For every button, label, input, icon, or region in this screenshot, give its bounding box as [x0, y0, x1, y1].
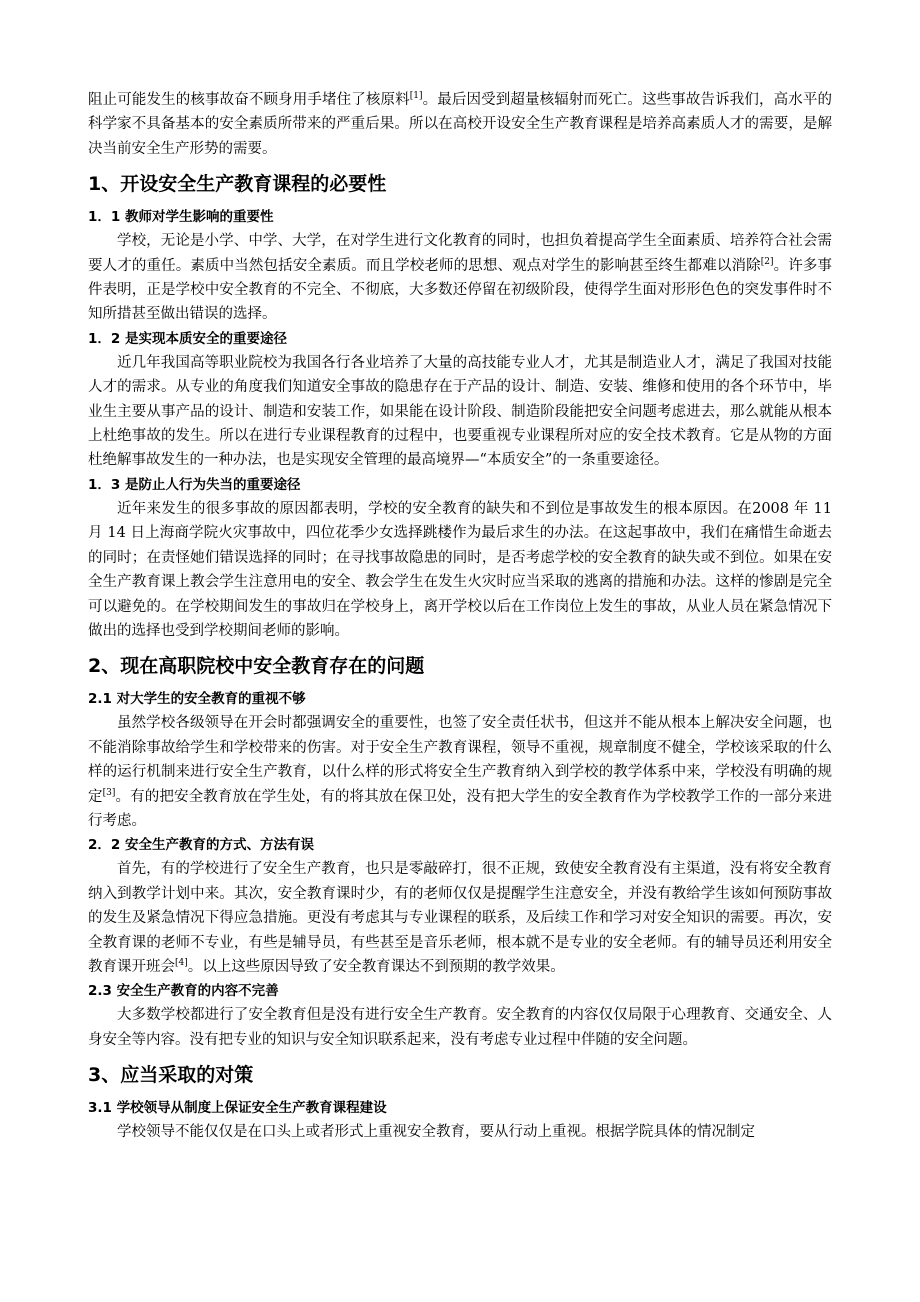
paragraph-text-cont: 。许多事件表明，正是学校中安全教育的不完全、不彻底，大多数还停留在初级阶段，使得学生面对形形色色的突发事件时不知所措甚至做出错误的选择。 — [88, 257, 832, 323]
body-paragraph — [88, 1003, 832, 1052]
subsection-heading: 1．2 是实现本质安全的重要途径 — [88, 330, 287, 347]
intro-text-cont: 。最后因受到超量核辐射而死亡。这些事故告诉我们，高水平的科学家不具备基本的安全素质所带来的严重后果。所以在高校开设安全生产教育课程是培养高素质人才的需要，是解决当前安全生产形势的需要。 — [88, 92, 832, 157]
paragraph-text: 近年来发生的很多事故的原因都表明，学校的安全教育的缺失和不到位是事故发生的根本原因。在2008 年 11 月 14 日上海商学院火灾事故中，四位花季少女选择跳楼作为最后求生的办法。在这起事故中，我们在痛惜生命逝去的同时；在责怪她们错误选择的同时；在寻找事故隐患的同时，是否考虑学校的安全教育的缺失或不到位。如果在安全生产教育课上教会学生注意用电的安全、教会学生在发生火灾时应当采取的逃离的措施和办法。这样的惨剧是完全可以避免的。在学校期间发生的事故归在学校身上，离开学校以后在工作岗位上发生的事故，从业人员在紧急情况下做出的选择也受到学校期间老师的影响。 — [88, 500, 832, 639]
citation-ref: [2] — [760, 256, 774, 267]
body-paragraph — [88, 351, 832, 473]
paragraph-text: 虽然学校各级领导在开会时都强调安全的重要性，也签了安全责任状书，但这并不能从根本上解决安全问题，也不能消除事故给学生和学校带来的伤害。对于安全生产教育课程，领导不重视，规章制度不健全，学校该采取的什么样的运行机制来进行安全生产教育，以什么样的形式将安全生产教育纳入到学校的教学体系中来，学校没有明确的规定 — [88, 715, 832, 805]
subsection-heading: 1．3 是防止人行为失当的重要途径 — [88, 476, 301, 493]
citation-ref: [1] — [409, 91, 423, 102]
citation-ref: [3] — [102, 787, 116, 798]
subsection-heading: 2.1 对大学生的安全教育的重视不够 — [88, 691, 306, 708]
intro-paragraph — [88, 88, 832, 161]
paragraph-text: 学校领导不能仅仅是在口头上或者形式上重视安全教育，要从行动上重视。根据学院具体的情况制定 — [117, 1124, 755, 1141]
subsection-heading: 2．2 安全生产教育的方式、方法有误 — [88, 837, 314, 854]
paragraph-text: 近几年我国高等职业院校为我国各行各业培养了大量的高技能专业人才，尤其是制造业人才，满足了我国对技能人才的需求。从专业的角度我们知道安全事故的隐患存在于产品的设计、制造、安装、维修和使用的各个环节中，毕业生主要从事产品的设计、制造和安装工作，如果能在设计阶段、制造阶段能把安全问题考虑进去，那么就能从根本上杜绝事故的发生。所以在进行专业课程教育的过程中，也要重视专业课程所对应的安全技术教育。它是从物的方面杜绝解事故发生的一种办法，也是实现安全管理的最高境界—“本质安全”的一条重要途径。 — [88, 354, 832, 469]
section-heading: 3、应当采取的对策 — [88, 1064, 254, 1087]
body-paragraph — [88, 857, 832, 979]
paragraph-text: 首先，有的学校进行了安全生产教育，也只是零敲碎打，很不正规，致使安全教育没有主渠道，没有将安全教育纳入到教学计划中来。其次，安全教育课时少，有的老师仅仅是提醒学生注意安全，并没有教给学生该如何预防事故的发生及紧急情况下得应急措施。更没有考虑其与专业课程的联系，及后续工作和学习对安全知识的需要。再次，安全教育课的老师不专业，有些是辅导员，有些甚至是音乐老师，根本就不是专业的安全老师。有的辅导员还利用安全教育课开班会 — [88, 861, 832, 975]
body-paragraph — [88, 497, 832, 643]
body-paragraph — [88, 711, 832, 833]
subsection-heading: 3.1 学校领导从制度上保证安全生产教育课程建设 — [88, 1100, 387, 1117]
subsection-heading: 1．1 教师对学生影响的重要性 — [88, 209, 274, 226]
citation-ref: [4] — [175, 958, 188, 969]
body-paragraph — [88, 1120, 832, 1144]
body-paragraph — [88, 229, 832, 327]
paragraph-text: 学校，无论是小学、中学、大学，在对学生进行文化教育的同时，也担负着提高学生全面素质、培养符合社会需要人才的重任。素质中当然包括安全素质。而且学校老师的思想、观点对学生的影响甚至终生都难以消除 — [88, 233, 832, 274]
paragraph-text: 大多数学校都进行了安全教育但是没有进行安全生产教育。安全教育的内容仅仅局限于心理教育、交通安全、人身安全等内容。没有把专业的知识与安全知识联系起来，没有考虑专业过程中伴随的安全问题。 — [88, 1007, 832, 1048]
intro-text: 阻止可能发生的核事故奋不顾身用手堵住了核原料 — [88, 92, 410, 108]
section-heading: 1、开设安全生产教育课程的必要性 — [88, 173, 387, 196]
section-heading: 2、现在高职院校中安全教育存在的问题 — [88, 655, 425, 678]
paragraph-text-cont: 。有的把安全教育放在学生处，有的将其放在保卫处，没有把大学生的安全教育作为学校教学工作的一部分来进行考虑。 — [88, 788, 832, 829]
subsection-heading: 2.3 安全生产教育的内容不完善 — [88, 983, 279, 1000]
paragraph-text-cont: 。以上这些原因导致了安全教育课达不到预期的教学效果。 — [187, 958, 565, 975]
